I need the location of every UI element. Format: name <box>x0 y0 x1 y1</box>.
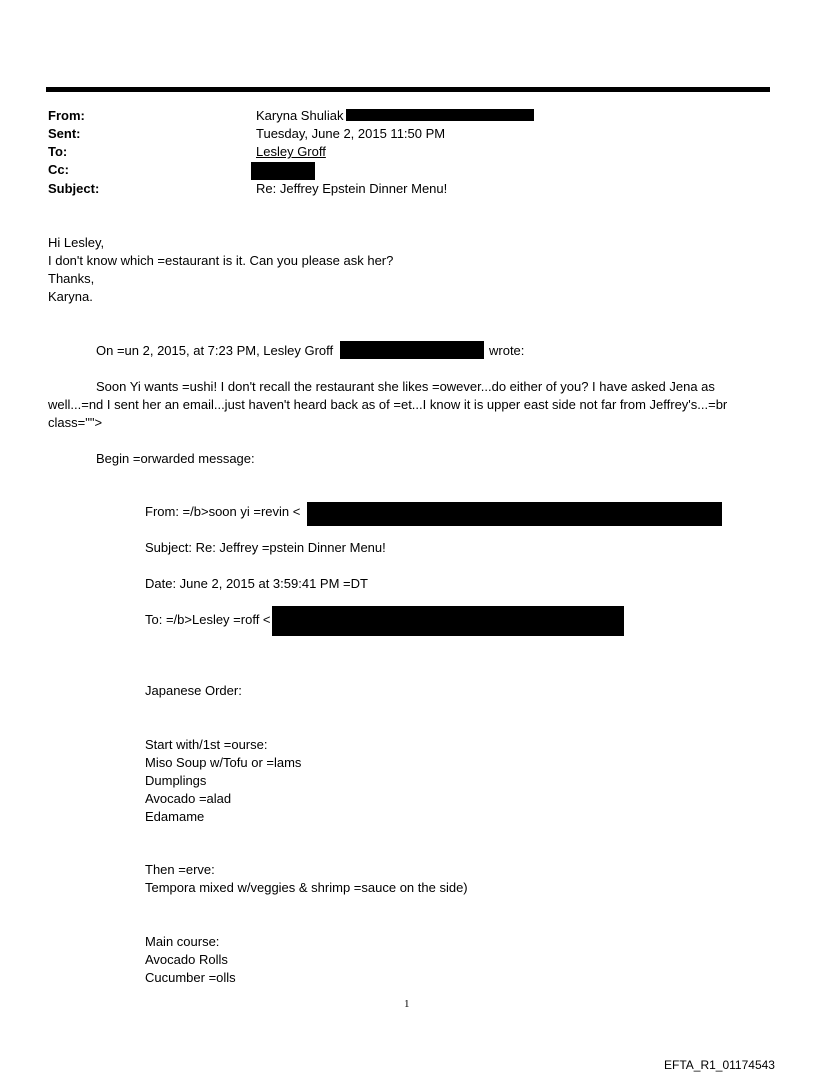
sent-value: Tuesday, June 2, 2015 11:50 PM <box>256 126 446 141</box>
main-course-item-1: Avocado Rolls <box>145 952 228 967</box>
fwd-subject: Subject: Re: Jeffrey =pstein Dinner Menu! <box>145 540 386 555</box>
cc-label: Cc: <box>48 162 69 177</box>
first-course-item-3: Avocado =alad <box>145 791 232 806</box>
first-course-item-2: Dumplings <box>145 773 207 788</box>
from-label: From: <box>48 108 85 123</box>
main-course-item-2: Cucumber =olls <box>145 970 236 985</box>
quoted-intro-end: wrote: <box>489 343 525 358</box>
to-value: Lesley Groff <box>256 144 326 159</box>
quoted-body-line-1: Soon Yi wants =ushi! I don't recall the restaurant she likes =owever...do either of you? I have asked Jena as <box>96 379 715 394</box>
main-course-title: Main course: <box>145 934 220 949</box>
first-course-title: Start with/1st =ourse: <box>145 737 268 752</box>
redaction-from-email <box>346 109 534 121</box>
fwd-date: Date: June 2, 2015 at 3:59:41 PM =DT <box>145 576 368 591</box>
first-course-item-1: Miso Soup w/Tofu or =lams <box>145 755 302 770</box>
subject-value: Re: Jeffrey Epstein Dinner Menu! <box>256 181 448 196</box>
reply-line-2: I don't know which =estaurant is it. Can you please ask her? <box>48 253 394 268</box>
then-item-1: Tempora mixed w/veggies & shrimp =sauce on the side) <box>145 880 468 895</box>
redaction-quoted-email <box>340 341 484 359</box>
quoted-body-line-2: well...=nd I sent her an email...just haven't heard back as of =et...I know it is upper east side not far from Jeffrey's...=br <box>48 397 728 412</box>
to-label: To: <box>48 144 68 159</box>
sent-label: Sent: <box>48 126 81 141</box>
fwd-to: To: =/b>Lesley =roff < <box>145 612 271 627</box>
footer-document-id: EFTA_R1_01174543 <box>664 1058 775 1072</box>
from-value: Karyna Shuliak <box>256 108 344 123</box>
reply-line-4: Karyna. <box>48 289 93 304</box>
reply-line-1: Hi Lesley, <box>48 235 105 250</box>
header-rule <box>46 87 770 92</box>
quoted-intro-start: On =un 2, 2015, at 7:23 PM, Lesley Groff <box>96 343 334 358</box>
first-course-item-4: Edamame <box>145 809 205 824</box>
then-title: Then =erve: <box>145 862 215 877</box>
redaction-cc <box>251 162 315 180</box>
reply-line-3: Thanks, <box>48 271 95 286</box>
fwd-from: From: =/b>soon yi =revin < <box>145 504 301 519</box>
page-number: 1 <box>404 998 410 1010</box>
subject-label: Subject: <box>48 181 100 196</box>
quoted-body-line-3: class=""> <box>48 415 103 430</box>
forwarded-heading: Begin =orwarded message: <box>96 451 255 466</box>
order-title: Japanese Order: <box>145 683 242 698</box>
redaction-fwd-from-email <box>307 502 722 526</box>
redaction-fwd-to-email <box>272 606 624 636</box>
